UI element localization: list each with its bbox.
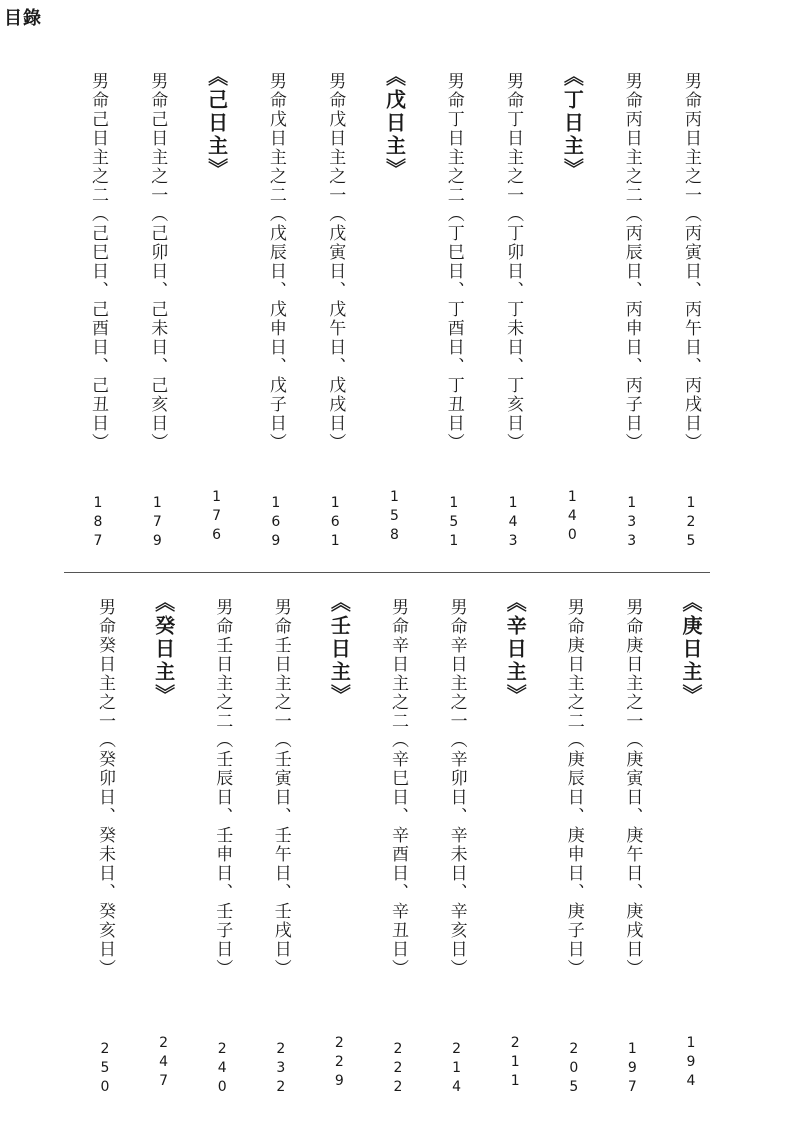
page-number: 161: [327, 495, 344, 552]
page-number: 158: [386, 489, 403, 546]
page-number: 194: [683, 1035, 699, 1092]
toc-section-top: [0, 66, 785, 552]
toc-entry[interactable]: [207, 598, 237, 1098]
entry-title: 男命庚日主之一（庚寅日、庚午日、庚戌日）: [622, 598, 643, 978]
heading-text: 《辛日主》: [503, 592, 528, 707]
page-number: 125: [683, 495, 699, 552]
toc-entry[interactable]: [83, 72, 113, 552]
page-number: 214: [448, 1041, 465, 1098]
toc-entry[interactable]: [142, 72, 172, 552]
page-number: 140: [564, 489, 581, 546]
page-number: 232: [272, 1041, 289, 1098]
entry-title: 男命壬日主之二（壬辰日、壬申日、壬子日）: [212, 598, 233, 978]
toc-entry[interactable]: [383, 598, 413, 1098]
heading-text: 《庚日主》: [679, 592, 703, 707]
entry-title: 男命戊日主之一（戊寅日、戊午日、戊戌日）: [325, 72, 346, 452]
entry-title: 男命己日主之一（己卯日、己未日、己亥日）: [147, 72, 168, 452]
heading-text: 《戊日主》: [382, 66, 407, 181]
page-number: 205: [565, 1041, 582, 1098]
heading-text: 《壬日主》: [327, 592, 352, 707]
toc-entry[interactable]: [90, 598, 120, 1098]
entry-title: 男命丙日主之一（丙寅日、丙午日、丙戌日）: [681, 72, 701, 452]
page-number: 222: [390, 1041, 406, 1098]
page-number: 247: [155, 1035, 172, 1092]
page-title: 目錄: [4, 8, 42, 29]
toc-entry[interactable]: [617, 72, 647, 552]
page-number: 197: [624, 1041, 641, 1098]
toc-section-bottom: [0, 592, 785, 1098]
page-number: 187: [90, 495, 106, 552]
toc-section-heading[interactable]: [380, 66, 410, 546]
page-number: 240: [214, 1041, 231, 1098]
heading-text: 《癸日主》: [151, 592, 176, 707]
toc-entry[interactable]: [442, 598, 472, 1098]
entry-title: 男命己日主之二（己巳日、己酉日、己丑日）: [88, 72, 108, 452]
entry-title: 男命戊日主之二（戊辰日、戊申日、戊子日）: [265, 72, 286, 452]
page-number: 229: [331, 1035, 348, 1092]
toc-entry[interactable]: [559, 598, 589, 1098]
toc-entry[interactable]: [617, 598, 647, 1098]
toc-entry[interactable]: [676, 72, 706, 552]
page-number: 179: [149, 495, 166, 552]
page-number: 143: [505, 495, 522, 552]
toc-section-heading[interactable]: [557, 66, 587, 546]
heading-text: 《丁日主》: [560, 66, 585, 181]
toc-section-heading[interactable]: [500, 592, 530, 1092]
page-number: 169: [267, 495, 284, 552]
entry-title: 男命辛日主之二（辛巳日、辛酉日、辛丑日）: [388, 598, 408, 978]
page-number: 151: [445, 495, 462, 552]
heading-text: 《己日主》: [204, 66, 229, 181]
entry-title: 男命丁日主之一（丁卯日、丁未日、丁亥日）: [503, 72, 524, 452]
page-number: 211: [507, 1035, 524, 1092]
entry-title: 男命丙日主之二（丙辰日、丙申日、丙子日）: [621, 72, 642, 452]
toc-entry[interactable]: [261, 72, 291, 552]
page-number: 176: [208, 489, 225, 546]
toc-section-heading[interactable]: [202, 66, 232, 546]
entry-title: 男命壬日主之一（壬寅日、壬午日、壬戌日）: [270, 598, 291, 978]
toc-entry[interactable]: [320, 72, 350, 552]
toc-section-heading[interactable]: [676, 592, 706, 1092]
entry-title: 男命庚日主之二（庚辰日、庚申日、庚子日）: [563, 598, 584, 978]
toc-entry[interactable]: [498, 72, 528, 552]
toc-section-heading[interactable]: [324, 592, 354, 1092]
page-number: 133: [623, 495, 640, 552]
entry-title: 男命辛日主之一（辛卯日、辛未日、辛亥日）: [446, 598, 467, 978]
toc-entry[interactable]: [266, 598, 296, 1098]
toc-entry[interactable]: [439, 72, 469, 552]
section-divider: [64, 572, 710, 573]
entry-title: 男命丁日主之二（丁巳日、丁酉日、丁丑日）: [443, 72, 464, 452]
toc-section-heading[interactable]: [149, 592, 179, 1092]
entry-title: 男命癸日主之一（癸卯日、癸未日、癸亥日）: [95, 598, 115, 978]
page-number: 250: [97, 1041, 113, 1098]
